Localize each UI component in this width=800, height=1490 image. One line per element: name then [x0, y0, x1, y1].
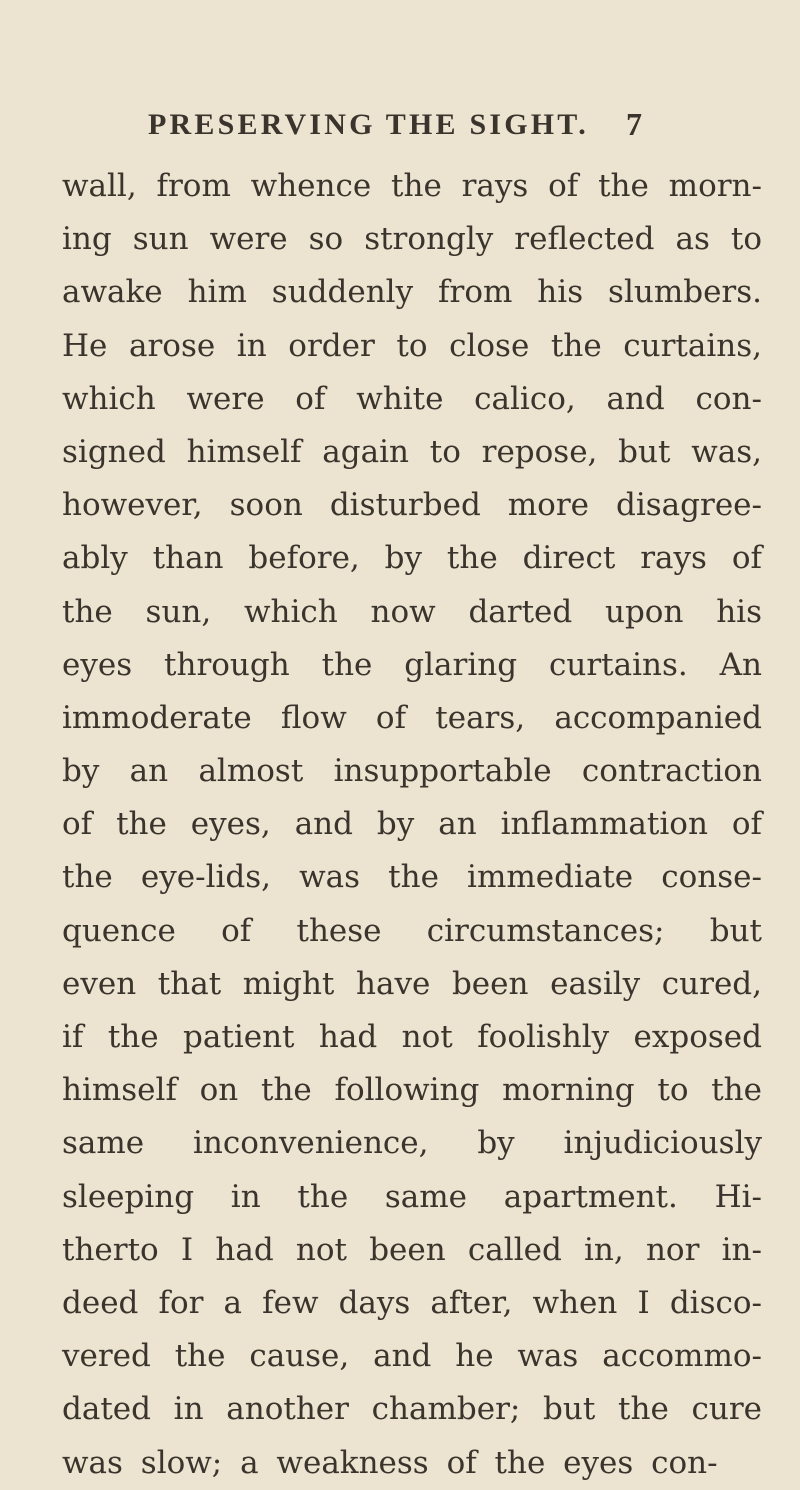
text-line: ing sun were so strongly reflected as to [62, 221, 762, 258]
text-line: sleeping in the same apartment. Hi- [62, 1178, 762, 1215]
text-line: therto I had not been called in, nor in- [62, 1231, 762, 1268]
text-line: was slow; a weakness of the eyes con- [62, 1444, 718, 1481]
text-line: eyes through the glaring curtains. An [62, 646, 762, 683]
text-line: which were of white calico, and con- [62, 380, 762, 417]
text-line: the sun, which now darted upon his [62, 593, 762, 630]
text-line: the eye-lids, was the immediate conse- [62, 859, 762, 896]
text-line: awake him suddenly from his slumbers. [62, 274, 762, 311]
text-line: vered the cause, and he was accommo- [62, 1338, 762, 1375]
text-line: wall, from whence the rays of the morn- [62, 168, 762, 204]
text-line: however, soon disturbed more disagree- [62, 487, 762, 524]
running-head [148, 108, 668, 152]
text-line: ably than before, by the direct rays of [62, 540, 762, 577]
text-line: by an almost insupportable contraction [62, 753, 762, 790]
text-line: He arose in order to close the curtains, [62, 327, 762, 364]
text-line: of the eyes, and by an inflammation of [62, 806, 762, 843]
page-number: 7 [626, 106, 642, 142]
body-text [62, 160, 762, 1490]
running-title: PRESERVING THE SIGHT. [148, 108, 589, 141]
text-line: signed himself again to repose, but was, [62, 433, 762, 470]
text-line: himself on the following morning to the [62, 1072, 762, 1109]
text-line: immoderate flow of tears, accompanied [62, 699, 762, 736]
text-line: even that might have been easily cured, [62, 965, 762, 1002]
text-line: same inconvenience, by injudiciously [62, 1125, 762, 1162]
text-line: if the patient had not foolishly exposed [62, 1019, 762, 1055]
text-line: dated in another chamber; but the cure [62, 1391, 762, 1428]
text-line: quence of these circumstances; but [62, 912, 762, 949]
text-line: deed for a few days after, when I disco- [62, 1284, 762, 1321]
